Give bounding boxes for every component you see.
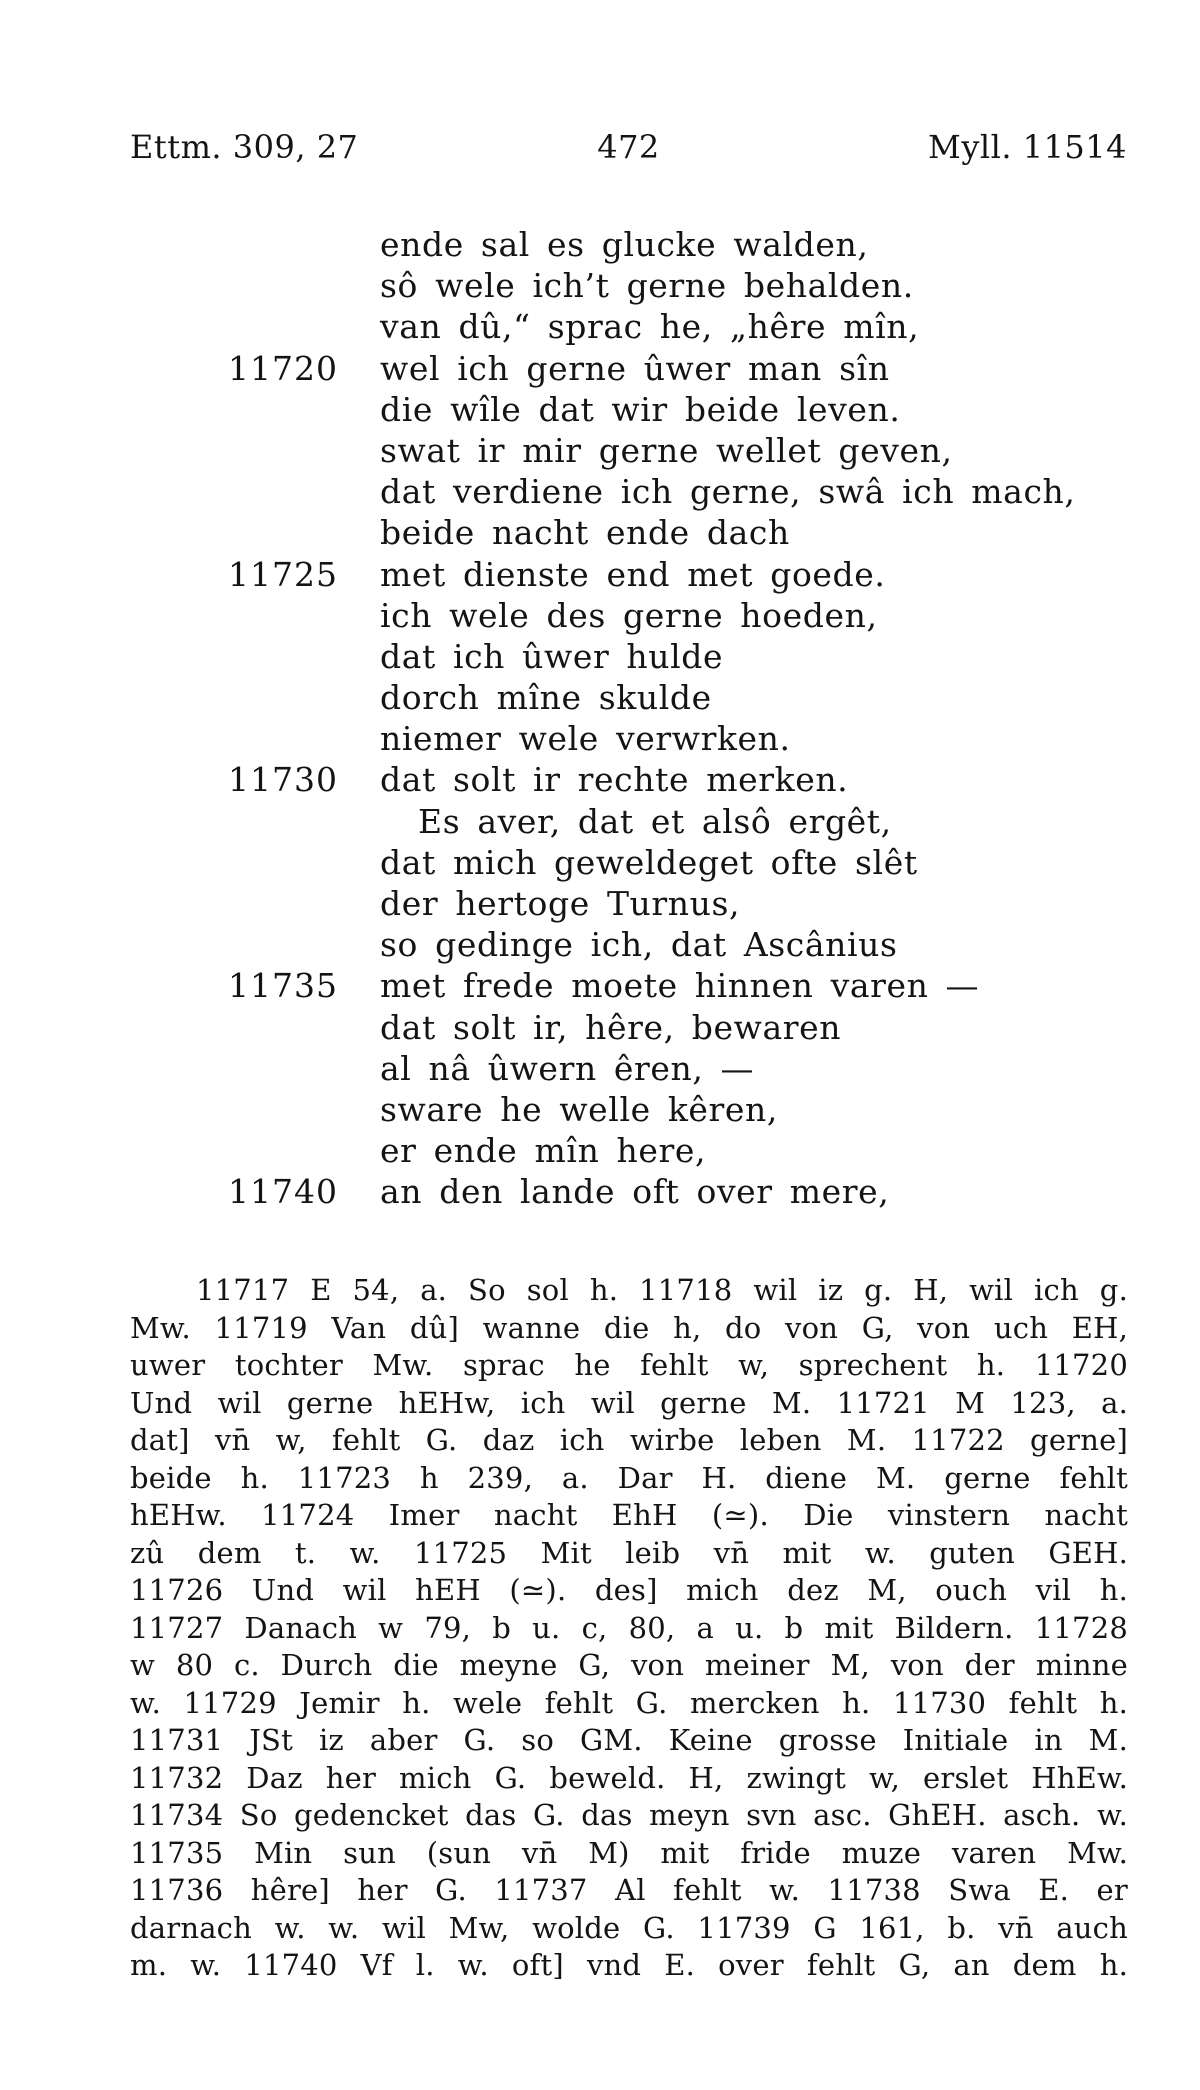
verse-line [0,471,1200,512]
verse-line-text: niemer wele verwrken. [380,719,791,759]
apparatus-line: dat] vn̄ w, fehlt G. daz ich wirbe leben M. 11722 gerne] [130,1423,1128,1457]
apparatus-line: m. w. 11740 Vf l. w. oft] vnd E. over fehlt G, an dem h. [130,1948,1128,1982]
verse-line [0,924,1200,965]
verse-line-text: wel ich gerne ûwer man sîn [380,348,890,388]
running-header [130,128,1127,172]
verse-line [0,1130,1200,1171]
verse-line-text: an den lande oft over mere, [380,1172,890,1212]
apparatus-line: zû dem t. w. 11725 Mit leib vn̄ mit w. guten GEH. [130,1535,1128,1570]
verse-line-text: der hertoge Turnus, [380,884,741,923]
line-number: 11735 [228,966,338,1006]
apparatus-line: 11726 Und wil hEH (≃). des] mich dez M, ouch vil h. [130,1573,1128,1607]
verse-text [0,224,1200,1213]
apparatus-line: 11732 Daz her mich G. beweld. H, zwingt w, erslet HhEw. [130,1760,1128,1795]
page-number: 472 [597,128,660,166]
verse-line-text: dat solt ir rechte merken. [380,760,849,800]
verse-line-text: sô wele ich’t gerne behalden. [380,266,914,306]
verse-line-text: beide nacht ende dach [380,513,790,553]
line-number: 11740 [228,1172,338,1212]
verse-line [0,677,1200,718]
apparatus-line: uwer tochter Mw. sprac he fehlt w, sprechent h. 11720 [130,1348,1128,1382]
line-number: 11725 [228,554,338,594]
verse-line-text: van dû,“ sprac he, „hêre mîn, [380,307,920,347]
apparatus-line: Und wil gerne hEHw, ich wil gerne M. 11721 M 123, a. [130,1385,1128,1420]
critical-apparatus [130,1272,1128,1985]
apparatus-line: 11734 So gedencket das G. das meyn svn asc. GhEH. asch. w. [130,1798,1128,1832]
verse-line [0,265,1200,306]
header-left-reference: Ettm. 309, 27 [130,128,359,166]
apparatus-line: 11727 Danach w 79, b u. c, 80, a u. b mit Bildern. 11728 [130,1610,1128,1645]
verse-line-text: dorch mîne skulde [380,678,712,718]
verse-line [0,554,1200,595]
verse-line [0,595,1200,636]
verse-line [0,306,1200,347]
apparatus-line: beide h. 11723 h 239, a. Dar H. diene M. gerne fehlt [130,1460,1128,1495]
apparatus-line: 11717 E 54, a. So sol h. 11718 wil iz g. H, wil ich g. [196,1273,1128,1307]
verse-line-text: met dienste end met goede. [380,554,886,594]
verse-line-text: sware he welle kêren, [380,1089,778,1129]
verse-line [0,718,1200,759]
verse-line-text: so gedinge ich, dat Ascânius [380,925,898,965]
verse-line-text: al nâ ûwern êren, — [380,1048,755,1088]
verse-line-text: swat ir mir gerne wellet geven, [380,430,953,470]
line-number: 11730 [228,760,338,800]
verse-line-text: ich wele des gerne hoeden, [380,595,878,635]
verse-line [0,389,1200,430]
apparatus-line: 11736 hêre] her G. 11737 Al fehlt w. 11738 Swa E. er [130,1873,1128,1907]
header-right-reference: Myll. 11514 [928,128,1127,166]
verse-line [0,759,1200,800]
apparatus-line: w 80 c. Durch die meyne G, von meiner M, von der minne [130,1648,1128,1682]
verse-line-text: dat solt ir, hêre, bewaren [380,1007,842,1047]
verse-line-text: dat verdiene ich gerne, swâ ich mach, [380,472,1076,512]
verse-line [0,430,1200,471]
verse-line-text: ende sal es glucke walden, [380,225,869,264]
verse-line [0,965,1200,1006]
verse-line [0,348,1200,389]
verse-line-text: er ende mîn here, [380,1131,707,1171]
apparatus-line: darnach w. w. wil Mw, wolde G. 11739 G 161, b. vn̄ auch [130,1910,1128,1945]
apparatus-line: 11735 Min sun (sun vn̄ M) mit fride muze varen Mw. [130,1835,1128,1870]
verse-line-text: dat mich geweldeget ofte slêt [380,842,918,882]
verse-line [0,636,1200,677]
verse-line-text: met frede moete hinnen varen — [380,966,980,1006]
verse-line-text: Es aver, dat et alsô ergêt, [418,801,892,841]
verse-line [0,842,1200,883]
verse-line [0,883,1200,924]
apparatus-line: Mw. 11719 Van dû] wanne die h, do von G, von uch EH, [130,1310,1128,1345]
line-number: 11720 [228,348,338,388]
verse-line [0,1089,1200,1130]
verse-line [0,1171,1200,1212]
verse-line [0,801,1200,842]
verse-line-text: die wîle dat wir beide leven. [380,389,901,429]
verse-line-text: dat ich ûwer hulde [380,636,724,676]
verse-line [0,1007,1200,1048]
apparatus-line: w. 11729 Jemir h. wele fehlt G. mercken h. 11730 fehlt h. [130,1685,1128,1720]
verse-line [0,224,1200,265]
apparatus-line: 11731 JSt iz aber G. so GM. Keine grosse Initiale in M. [130,1723,1128,1757]
verse-line [0,512,1200,553]
apparatus-line: hEHw. 11724 Imer nacht EhH (≃). Die vinstern nacht [130,1498,1128,1532]
verse-line [0,1048,1200,1089]
